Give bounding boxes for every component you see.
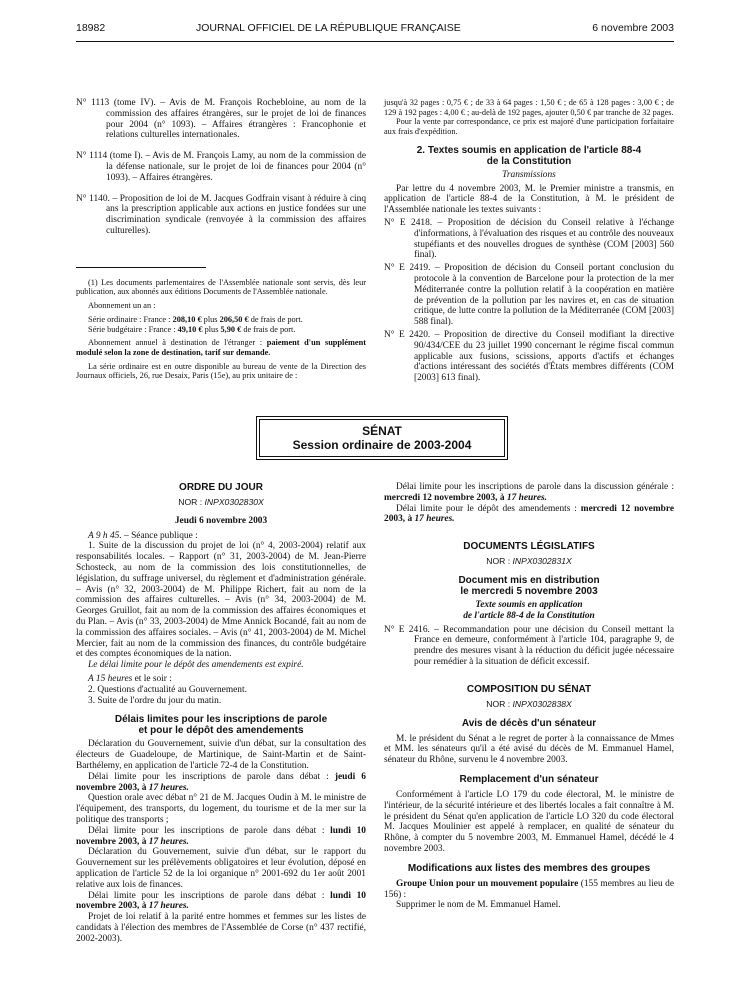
declaration-1: Déclaration du Gouvernement, suivie d'un débat, sur la consultation des électeurs de Guadeloupe, de Martinique, de Saint-Martin et de Saint-Barthélemy, en application de l'article 72-4 de la Constitution. [76, 739, 366, 771]
modifications-title: Modifications aux listes des membres des groupes [407, 862, 651, 874]
agenda-point-1: 1. Suite de la discussion du projet de loi (n° 4, 2003-2004) relatif aux responsabilités locales. – Rapport (n° 31, 2003-2004) de M. Jean-Pierre Schosteck, au nom de la commission des lois constitutionnelles, de législation, du suffrage universel, du règlement et d'administration générale. – Avis (n° 32, 2003-2004) de M. Philippe Richert, fait au nom de la commission des affaires culturelles. – Avis (n° 34, 2003-2004) de M. Georges Gruillot, fait au nom de la commission des affaires économiques et du Plan. – Avis (n° 33, 2003-2004) de Mme Annick Bocandé, fait au nom de la commission des affaires sociales. – Avis (n° 41, 2003-2004) de M. Michel Mercier, fait au nom de la commission des finances, du contrôle budgétaire et des comptes économiques de la nation. [76, 541, 366, 660]
documents-italic-heading-line2: de l'article 88-4 de la Constitution [463, 610, 595, 621]
doc-item-e2420: N° E 2420. – Proposition de directive du Conseil modifiant la directive 90/434/CEE du 23 juillet 1990 concernant le régime fiscal commun applicable aux fusions, scissions, apports d'actifs et échanges d'actions intéressant des sociétés d'États membres différents (COM [2003] 613 final). [384, 329, 674, 384]
page-header [76, 22, 674, 38]
ordre-nor: NOR : INPX0302830X [178, 497, 264, 507]
projet-loi-corse: Projet de loi relatif à la parité entre hommes et femmes sur les listes de candidats à l'élection des membres de l'Assemblée de Corse (n° 437 rectifié, 2002-2003). [76, 912, 366, 944]
section-title-88-4: 2. Textes soumis en application de l'article 88-4 [416, 144, 642, 156]
senat-subtitle: Session ordinaire de 2003-2004 [292, 438, 472, 452]
senat-banner [256, 416, 508, 460]
seance-morning: A 9 h 45. – Séance publique : [88, 530, 198, 541]
doc-item-1113: N° 1113 (tome IV). – Avis de M. François Rochebloine, au nom de la commission des affaires étrangères, sur le projet de loi de finances pour 2004 (n° 1093). – Affaires étrangères : Francophonie et relations culturelles internationales. [76, 98, 366, 141]
documents-nor: NOR : INPX0302831X [486, 556, 572, 567]
price-list: jusqu'à 32 pages : 0,75 € ; de 33 à 64 pages : 1,50 € ; de 65 à 128 pages : 3,00 € ; de 129 à 192 pages : 4,00 € ; au-delà de 192 pages, ajouter 0,50 € par tranche de 32 pages. [384, 98, 674, 117]
deces-title: Avis de décès d'un sénateur [461, 717, 597, 729]
question-orale: Question orale avec débat n° 21 de M. Jacques Oudin à M. le ministre de l'équipement, des transports, du logement, du tourisme et de la mer sur la politique des transports ; [76, 793, 366, 825]
delai-amendements: Délai limite pour le dépôt des amendements : mercredi 12 novembre 2003, à 17 heures. [384, 503, 674, 525]
footnote-vente: La série ordinaire est en outre disponible au bureau de vente de la Direction des Journaux officiels, 26, rue Desaix, Paris (15e), au prix unitaire de : [76, 361, 366, 381]
delais-title-line2: et pour le dépôt des amendements [138, 725, 304, 737]
delai-2: Délai limite pour les inscriptions de parole dans débat : lundi 10 novembre 2003, à 17 heures. [76, 825, 366, 847]
agenda-point-3: 3. Suite de l'ordre du jour du matin. [88, 695, 222, 706]
documents-subtitle: Document mis en distribution [458, 574, 600, 586]
groupe-ump: Groupe Union pour un mouvement populaire (155 membres au lieu de 156) : [384, 878, 674, 900]
delai-1: Délai limite pour les inscriptions de parole dans débat : jeudi 6 novembre 2003, à 17 heures. [76, 771, 366, 793]
doc-item-e2416: N° E 2416. – Recommandation pour une décision du Conseil mettant la France en demeure, conformément à l'article 104, paragraphe 9, de prendre des mesures visant à la réduction du déficit jugée nécessaire pour remédier à la situation de déficit excessif. [384, 624, 675, 667]
documents-italic-heading: Texte soumis en application [475, 599, 583, 610]
composition-nor: NOR : INPX0302838X [486, 698, 572, 709]
deces-text: M. le président du Sénat a le regret de porter à la connaissance de Mmes et MM. les sénateurs qu'il a été avisé du décès de M. Emmanuel Hamel, sénateur du Rhône, survenu le 4 novembre 2003. [384, 733, 674, 766]
correspondance-note: Pour la vente par correspondance, ce prix est majoré d'une participation forfaitaire aux frais d'expédition. [384, 117, 674, 137]
left-top-column [76, 98, 366, 381]
footnote-abonnement: Abonnement un an : [88, 301, 156, 311]
footnote-intro: (1) Les documents parlementaires de l'Assemblée nationale sont servis, dès leur publication, aux abonnés aux éditions Documents de l'Assemblée nationale. [76, 277, 366, 297]
right-bottom-column [384, 482, 674, 911]
transmissions-intro: Par lettre du 4 novembre 2003, M. le Premier ministre a transmis, en application de l'article 88-4 de la Constitution, à M. le président de l'Assemblée nationale les textes suivants : [384, 183, 674, 216]
issue-date: 6 novembre 2003 [592, 22, 674, 34]
seance-date: Jeudi 6 novembre 2003 [174, 515, 268, 526]
ordre-du-jour-title: ORDRE DU JOUR [179, 482, 263, 493]
transmissions-heading: Transmissions [502, 169, 556, 180]
remplacement-text: Conformément à l'article LO 179 du code électoral, M. le ministre de l'intérieur, de la sécurité intérieure et des libertés locales a fait connaître à M. le président du Sénat qu'en application de l'article LO 320 du code électoral M. Jacques Moulinier est appelé à remplacer, en qualité de sénateur du Rhône, à compter du 5 novembre 2003, M. Emmanuel Hamel, décédé le 4 novembre 2003. [384, 789, 674, 854]
delais-title: Délais limites pour les inscriptions de parole [114, 714, 328, 726]
header-rule [76, 41, 674, 42]
delai-expire: Le délai limite pour le dépôt des amendements est expiré. [88, 660, 304, 671]
supprimer-nom: Supprimer le nom de M. Emmanuel Hamel. [396, 900, 561, 911]
doc-item-e2419: N° E 2419. – Proposition de décision du Conseil portant conclusion du protocole à la convention de Barcelone pour la protection de la mer Méditerranée contre la pollution relatif à la coopération en matière de prévention de la pollution par les navires et, en cas de situation critique, de lutte contre la pollution de la Méditerranée (COM [2003] 588 final). [384, 263, 674, 328]
left-bottom-column [76, 482, 366, 944]
footnote-serie-budgetaire: Série budgétaire : France : 49,10 € plus 5,90 € de frais de port. [88, 324, 296, 334]
delai-3: Délai limite pour les inscriptions de parole dans débat : lundi 10 novembre 2003, à 17 heures. [76, 890, 366, 912]
footnote-etranger: Abonnement annuel à destination de l'étranger : paiement d'un supplément modulé selon la zone de destination, tarif sur demande. [76, 338, 366, 357]
declaration-2: Déclaration du Gouvernement, suivie d'un débat, sur le rapport du Gouvernement sur les prélèvements obligatoires et leur évolution, déposé en application de l'article 52 de la loi organique n° 2001-692 du 1er août 2001 relative aux lois de finances. [76, 847, 366, 890]
section-title-88-4-line2: de la Constitution [486, 155, 572, 167]
remplacement-title: Remplacement d'un sénateur [459, 773, 599, 785]
agenda-point-2: 2. Questions d'actualité au Gouvernement. [88, 684, 247, 695]
footnote-rule [76, 267, 206, 268]
page-number: 18982 [76, 22, 106, 34]
journal-title: JOURNAL OFFICIEL DE LA RÉPUBLIQUE FRANÇAISE [196, 22, 461, 34]
footnote [76, 278, 366, 381]
documents-legislatifs-title: DOCUMENTS LÉGISLATIFS [463, 541, 595, 553]
right-top-column [384, 98, 674, 384]
seance-afternoon: A 15 heures et le soir : [88, 673, 172, 684]
doc-item-1140: N° 1140. – Proposition de loi de M. Jacques Godfrain visant à réduire à cinq ans la prescription applicable aux actions en justice fondées sur une discrimination syndicale (renvoyée à la commission des affaires culturelles). [76, 193, 367, 236]
delai-discussion: Délai limite pour les inscriptions de parole dans la discussion générale : mercredi 12 novembre 2003, à 17 heures. [384, 482, 674, 503]
composition-senat-title: COMPOSITION DU SÉNAT [466, 683, 592, 695]
footnote-serie-ordinaire: Série ordinaire : France : 208,10 € plus 206,50 € de frais de port. [88, 314, 303, 324]
doc-item-e2418: N° E 2418. – Proposition de décision du Conseil relative à l'échange d'informations, à l'évaluation des risques et au contrôle des nouveaux stupéfiants et des nouvelles drogues de synthèse (COM [2003] 560 final). [384, 218, 674, 261]
doc-item-1114: N° 1114 (tome I). – Avis de M. François Lamy, au nom de la commission de la défense nationale, sur le projet de loi de finances pour 2004 (n° 1093). – Affaires étrangères. [76, 151, 366, 183]
senat-title: SÉNAT [362, 424, 402, 438]
documents-subtitle-line2: le mercredi 5 novembre 2003 [460, 585, 598, 597]
